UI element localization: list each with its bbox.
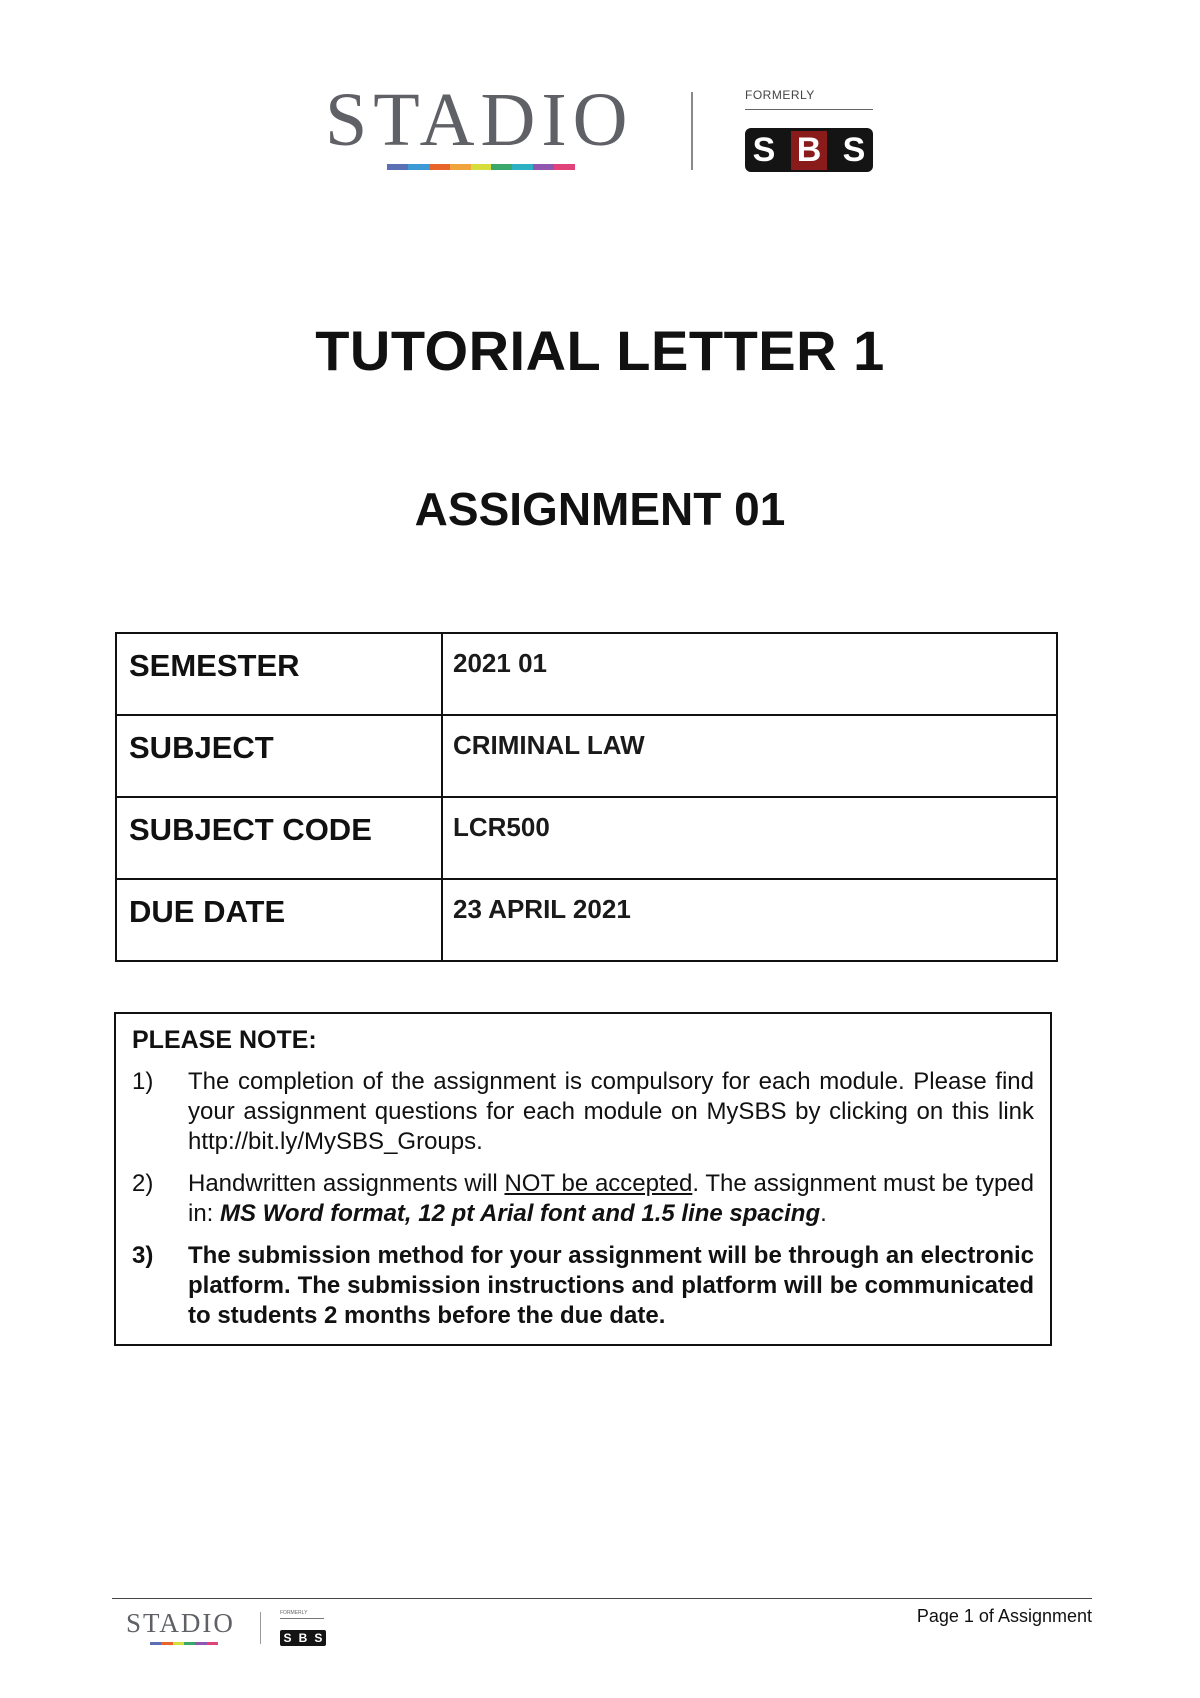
format-requirement: MS Word format, 12 pt Arial font and 1.5 line spacing <box>220 1200 821 1227</box>
note-text-part: . <box>820 1200 827 1227</box>
footer-sbs-logo <box>280 1630 326 1646</box>
color-seg <box>429 164 450 170</box>
not-accepted-emphasis: NOT be accepted <box>504 1170 693 1197</box>
assignment-title: ASSIGNMENT 01 <box>414 483 786 535</box>
note-item <box>132 1169 1034 1229</box>
color-seg <box>471 164 492 170</box>
color-seg <box>150 1642 161 1645</box>
due-date-value: 23 APRIL 2021 <box>442 879 1057 961</box>
formerly-rule <box>745 109 873 110</box>
note-number: 1) <box>132 1068 154 1095</box>
color-seg <box>450 164 471 170</box>
please-note-box <box>114 1012 1052 1346</box>
color-seg <box>408 164 429 170</box>
subject-label: SUBJECT <box>116 715 442 797</box>
note-number: 2) <box>132 1170 154 1197</box>
color-seg <box>207 1642 218 1645</box>
note-text: The submission method for your assignment will be through an electronic platform. The submission instructions and platform will be communicated to students 2 months before the due date. <box>188 1242 1034 1329</box>
table-row <box>116 797 1057 879</box>
footer-logo-divider <box>260 1612 261 1644</box>
note-number: 3) <box>132 1242 154 1269</box>
sbs-letter: S <box>752 130 776 169</box>
color-seg <box>173 1642 184 1645</box>
sbs-logo <box>745 128 873 172</box>
stadio-color-bar <box>387 164 575 170</box>
sbs-letter: S <box>314 1631 323 1645</box>
note-item <box>132 1067 1034 1157</box>
sbs-letter: S <box>283 1631 292 1645</box>
sbs-letter: B <box>791 131 828 170</box>
footer-formerly-label: FORMERLY <box>280 1610 308 1616</box>
sbs-letter: S <box>842 130 866 169</box>
semester-label: SEMESTER <box>116 633 442 715</box>
color-seg <box>387 164 408 170</box>
due-date-label: DUE DATE <box>116 879 442 961</box>
subject-code-label: SUBJECT CODE <box>116 797 442 879</box>
color-seg <box>491 164 512 170</box>
table-row <box>116 633 1057 715</box>
note-text-part: Handwritten assignments will <box>188 1170 505 1197</box>
stadio-wordmark: STADIO <box>325 78 634 162</box>
subject-value: CRIMINAL LAW <box>442 715 1057 797</box>
color-seg <box>554 164 575 170</box>
info-table <box>115 632 1058 962</box>
footer-formerly-rule <box>280 1618 324 1619</box>
page-number: Page 1 of Assignment <box>916 1606 1092 1626</box>
footer-rule <box>112 1598 1092 1599</box>
formerly-label: FORMERLY <box>745 88 815 102</box>
note-item <box>132 1241 1034 1331</box>
table-row <box>116 879 1057 961</box>
table-row <box>116 715 1057 797</box>
note-text-part: . The assignment must be typed in: <box>188 1170 1034 1227</box>
semester-value: 2021 01 <box>442 633 1057 715</box>
logo-divider <box>691 92 693 170</box>
page-title: TUTORIAL LETTER 1 <box>315 319 885 382</box>
stadio-logo <box>325 80 885 190</box>
note-heading: PLEASE NOTE: <box>132 1026 317 1054</box>
note-text <box>188 1169 1034 1229</box>
sbs-letter: B <box>298 1631 308 1645</box>
subject-code-value: LCR500 <box>442 797 1057 879</box>
footer-logo <box>126 1608 346 1668</box>
color-seg <box>184 1642 195 1645</box>
color-seg <box>161 1642 172 1645</box>
footer-color-bar <box>150 1642 218 1645</box>
color-seg <box>195 1642 206 1645</box>
color-seg <box>533 164 554 170</box>
footer-stadio-wordmark: STADIO <box>126 1608 235 1638</box>
note-text: The completion of the assignment is compulsory for each module. Please find your assignment questions for each module on MySBS by clicking on this link http://bit.ly/MySBS_Groups. <box>188 1068 1034 1155</box>
color-seg <box>512 164 533 170</box>
